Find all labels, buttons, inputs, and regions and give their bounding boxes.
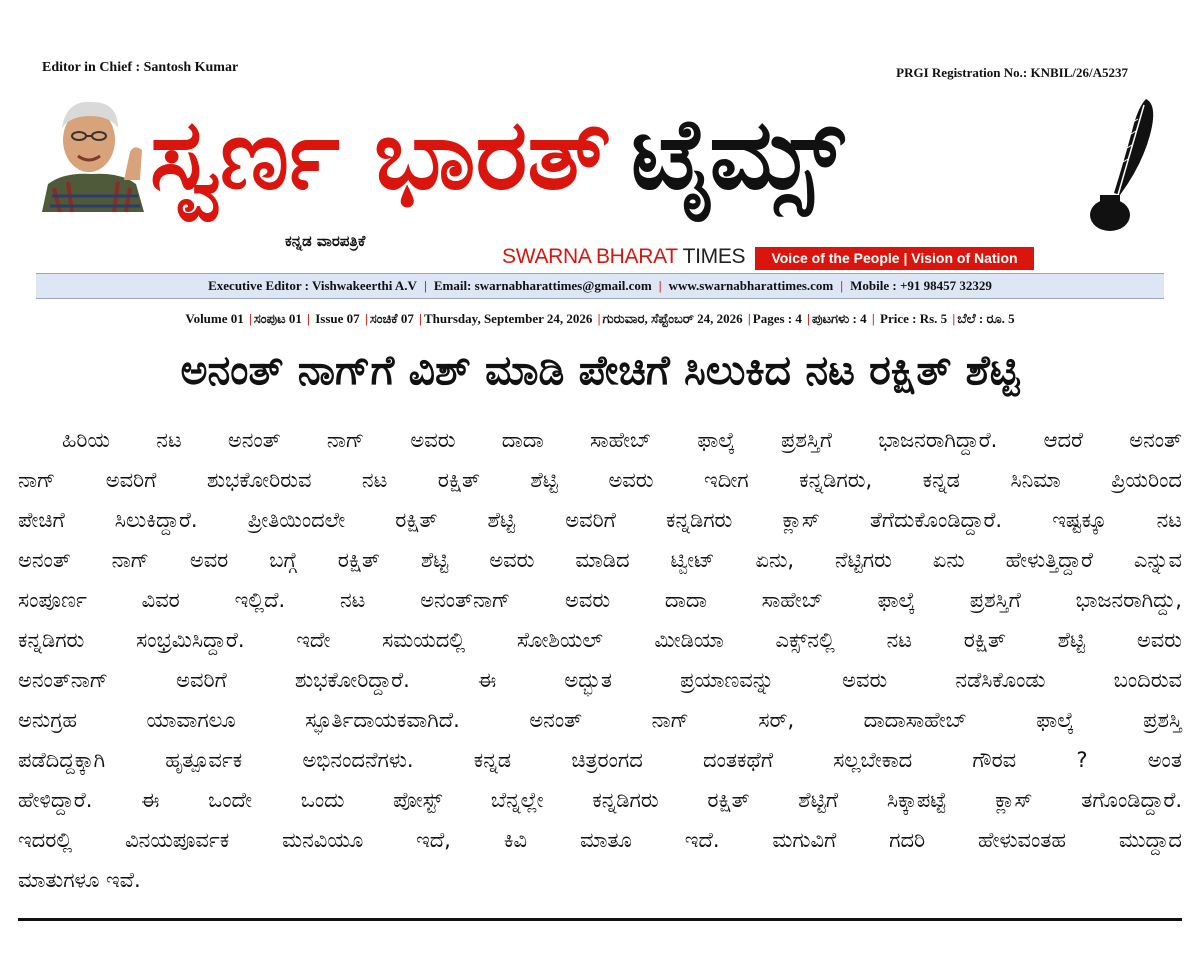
tagline-kannada: ಕನ್ನಡ ವಾರಪತ್ರಿಕೆ — [285, 232, 366, 250]
separator: | — [249, 311, 252, 326]
article-line: ಅನಂತ್ ನಾಗ್ ಅವರ ಬಗ್ಗೆ ರಕ್ಷಿತ್ ಶೆಟ್ಟಿ ಅವರು ಮಾಡಿದ ಟ್ವೀಟ್ ಏನು, ನೆಟ್ಟಿಗರು ಏನು ಹೇಳುತ್ತಿದ್ದಾರೆ ಎನ್ನುವ — [18, 548, 1182, 572]
separator: | — [807, 311, 810, 326]
masthead-title-red: ಸ್ವರ್ಣ ಭಾರತ್ — [150, 98, 612, 212]
slogan-badge: Voice of the People | Vision of Nation — [755, 247, 1034, 270]
article-line: ಅನುಗ್ರಹ ಯಾವಾಗಲೂ ಸ್ಫೂರ್ತಿದಾಯಕವಾಗಿದೆ. ಅನಂತ್ ನಾಗ್ ಸರ್, ದಾದಾಸಾಹೇಬ್ ಫಾಲ್ಕೆ ಪ್ರಶಸ್ತಿ — [18, 708, 1182, 732]
date-english: Thursday, September 24, 2026 — [423, 311, 593, 326]
editor-portrait — [34, 92, 152, 212]
issue-number-kannada: ಸಂಚಿಕೆ 07 — [369, 311, 414, 326]
issue-number: Issue 07 — [315, 311, 360, 326]
pages: Pages : 4 — [752, 311, 802, 326]
article-line: ಕನ್ನಡಿಗರು ಸಂಭ್ರಮಿಸಿದ್ದಾರೆ. ಇದೇ ಸಮಯದಲ್ಲಿ ಸೋಶಿಯಲ್ ಮೀಡಿಯಾ ಎಕ್ಸ್‌ನಲ್ಲಿ ನಟ ರಕ್ಷಿತ್ ಶೆಟ್ಟಿ ಅವರು — [18, 628, 1182, 652]
masthead-title-black: ಟೈಮ್ಸ್ — [631, 98, 844, 212]
separator: | — [840, 278, 844, 293]
quill-inkpot-icon — [1080, 95, 1160, 235]
executive-editor: Executive Editor : Vishwakeerthi A.V — [208, 278, 417, 293]
article-line: ಹಿರಿಯ ನಟ ಅನಂತ್ ನಾಗ್ ಅವರು ದಾದಾ ಸಾಹೇಬ್ ಫಾಲ್ಕೆ ಪ್ರಶಸ್ತಿಗೆ ಭಾಜನರಾಗಿದ್ದಾರೆ. ಆದರೆ ಅನಂತ್ — [62, 428, 1182, 452]
separator: | — [952, 311, 956, 326]
article-line: ಹೇಳಿದ್ದಾರೆ. ಈ ಒಂದೇ ಒಂದು ಪೋಸ್ಟ್ ಬೆನ್ನಲ್ಲೇ ಕನ್ನಡಿಗರು ರಕ್ಷಿತ್ ಶೆಟ್ಟಿಗೆ ಸಿಕ್ಕಾಪಟ್ಟೆ ಕ್ಲಾಸ್ ತಗೊಂಡಿದ್ದಾರೆ. — [18, 788, 1182, 812]
price-kannada: ಬೆಲೆ : ರೂ. 5 — [957, 311, 1015, 326]
newspaper-name-english-red: SWARNA BHARAT — [502, 245, 678, 268]
editor-in-chief: Editor in Chief : Santosh Kumar — [42, 60, 239, 75]
price: Price : Rs. 5 — [880, 311, 948, 326]
article-line: ನಾಗ್ ಅವರಿಗೆ ಶುಭಕೋರಿರುವ ನಟ ರಕ್ಷಿತ್ ಶೆಟ್ಟಿ ಅವರು ಇದೀಗ ಕನ್ನಡಿಗರು, ಕನ್ನಡ ಸಿನಿಮಾ ಪ್ರಿಯರಿಂದ — [18, 468, 1182, 492]
separator: | — [419, 311, 422, 326]
article-headline: ಅನಂತ್ ನಾಗ್‌ಗೆ ವಿಶ್ ಮಾಡಿ ಪೇಚಿಗೆ ಸಿಲುಕಿದ ನಟ ರಕ್ಷಿತ್ ಶೆಟ್ಟಿ — [180, 346, 1020, 394]
issue-details-line — [0, 308, 1200, 330]
article-line: ಪೇಚಿಗೆ ಸಿಲುಕಿದ್ದಾರೆ. ಪ್ರೀತಿಯಿಂದಲೇ ರಕ್ಷಿತ್ ಶೆಟ್ಟಿ ಅವರಿಗೆ ಕನ್ನಡಿಗರು ಕ್ಲಾಸ್ ತೆಗೆದುಕೊಂಡಿದ್ದಾರೆ. ಇಷ್ಟಕ್ಕೂ ನಟ — [18, 508, 1182, 532]
newspaper-name-english-black: TIMES — [682, 245, 746, 268]
email-link[interactable]: Email: swarnabharattimes@gmail.com — [433, 278, 652, 293]
separator: | — [307, 311, 310, 326]
volume-kannada: ಸಂಪುಟ 01 — [253, 311, 302, 326]
article-line: ಅನಂತ್‌ನಾಗ್ ಅವರಿಗೆ ಶುಭಕೋರಿದ್ದಾರೆ. ಈ ಅದ್ಭುತ ಪ್ರಯಾಣವನ್ನು ಅವರು ನಡೆಸಿಕೊಂಡು ಬಂದಿರುವ — [18, 668, 1182, 692]
website-link[interactable]: www.swarnabharattimes.com — [668, 278, 834, 293]
pages-kannada: ಪುಟಗಳು : 4 — [811, 311, 867, 326]
article-body — [18, 420, 1182, 900]
separator: | — [364, 311, 368, 326]
article-line: ಪಡೆದಿದ್ದಕ್ಕಾಗಿ ಹೃತ್ಪೂರ್ವಕ ಅಭಿನಂದನೆಗಳು. ಕನ್ನಡ ಚಿತ್ರರಂಗದ ದಂತಕಥೆಗೆ ಸಲ್ಲಬೇಕಾದ ಗೌರವ ? ಅಂತ — [18, 748, 1182, 772]
separator: | — [747, 311, 751, 326]
article-line: ಮಾತುಗಳೂ ಇವೆ. — [18, 868, 141, 892]
article-line: ಸಂಪೂರ್ಣ ವಿವರ ಇಲ್ಲಿದೆ. ನಟ ಅನಂತ್‌ನಾಗ್ ಅವರು ದಾದಾ ಸಾಹೇಬ್ ಫಾಲ್ಕೆ ಪ್ರಶಸ್ತಿಗೆ ಭಾಜನರಾಗಿದ್ದು, — [18, 588, 1182, 612]
newspaper-name-english — [502, 245, 745, 269]
article-line: ಇದರಲ್ಲಿ ವಿನಯಪೂರ್ವಕ ಮನವಿಯೂ ಇದೆ, ಕಿವಿ ಮಾತೂ ಇದೆ. ಮಗುವಿಗೆ ಗದರಿ ಹೇಳುವಂತಹ ಮುದ್ದಾದ — [18, 828, 1182, 852]
masthead-title — [150, 80, 1090, 230]
mobile-number: Mobile : +91 98457 32329 — [850, 278, 992, 293]
bottom-rule — [18, 918, 1182, 921]
date-kannada: ಗುರುವಾರ, ಸೆಪ್ಟೆಂಬರ್ 24, 2026 — [602, 311, 743, 326]
separator: | — [658, 278, 662, 293]
separator: | — [423, 278, 427, 293]
separator: | — [871, 311, 875, 326]
contact-info-bar — [36, 273, 1164, 299]
separator: | — [597, 311, 601, 326]
prgi-registration: PRGI Registration No.: KNBIL/26/A5237 — [896, 65, 1128, 80]
volume: Volume 01 — [185, 311, 244, 326]
